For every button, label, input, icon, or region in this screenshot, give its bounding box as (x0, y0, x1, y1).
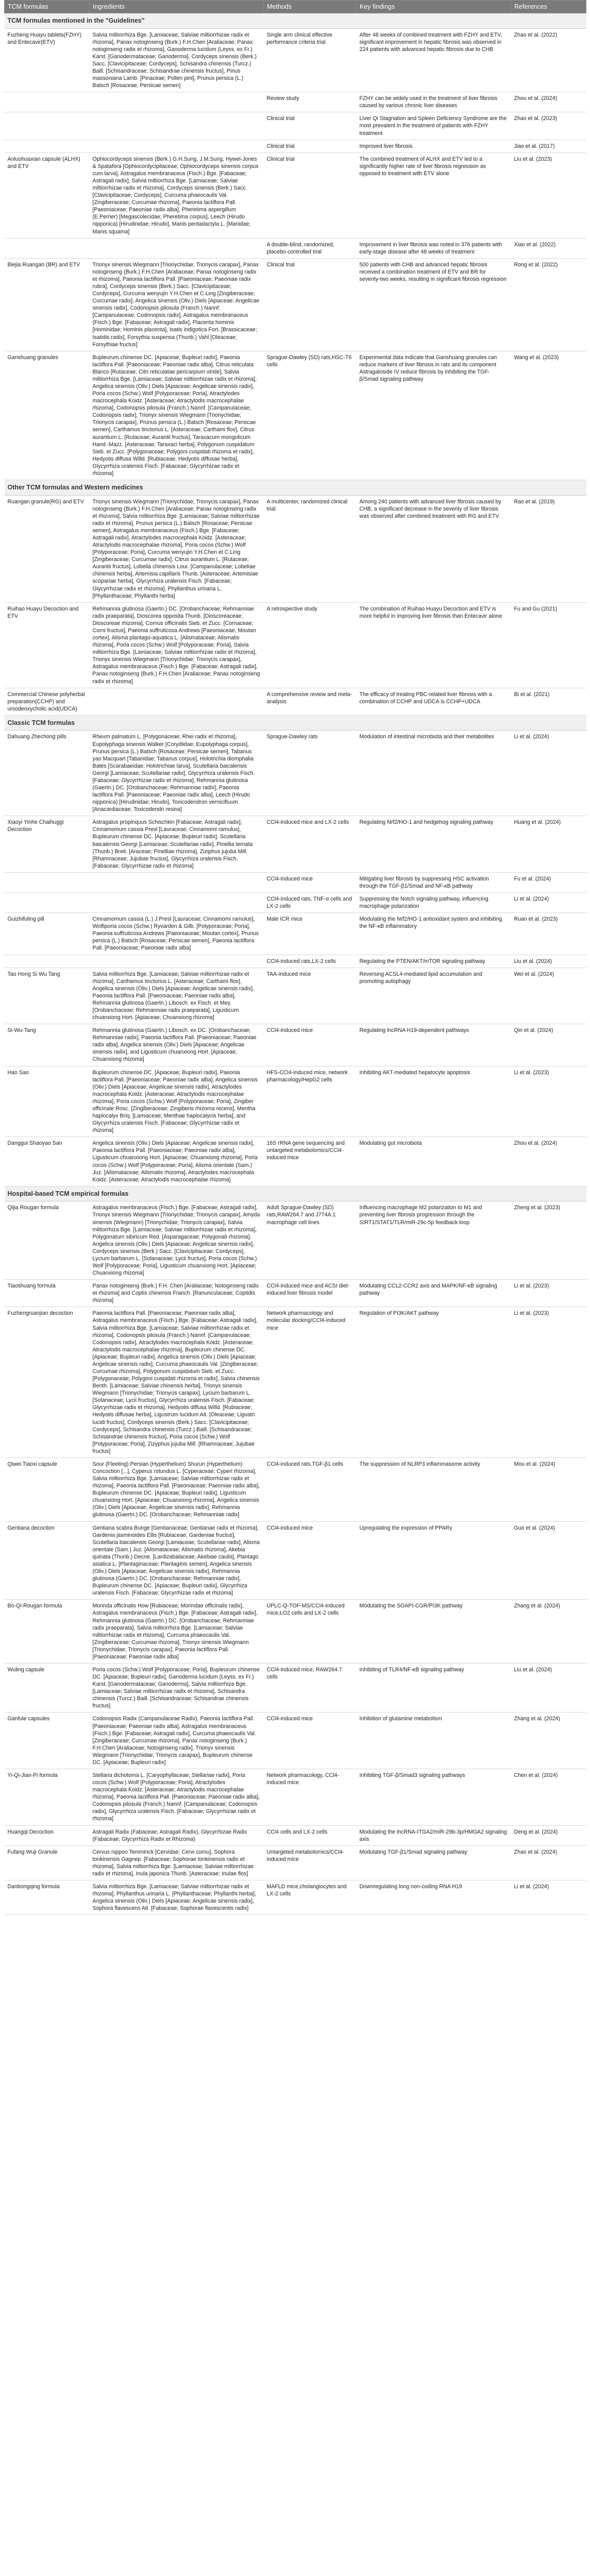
ingredients-cell: Rehmannia glutinosa (Gaertn.) DC. [Orobanchaceae; Rehmanniae radix praeparata], Dioscorea opposita Thunb. [Dioscoreaceae; Dioscoreae rhizoma], Cornus officinalis Sieb. et Zucc. [Cornaceae; Corni fructus], Paeonia suffruticosa Andrews [Paeoniaceae; Moutan cortex], Alisma plantago-aquatica L. [Alismataceae; Alismatis rhizoma], Poria cocos (Schw.) Wolf [Polyporaceae; Poria], Salvia miltiorrhiza Bge. [Lamiaceae; Salviae miltiorrhizae radix et rhizoma], Trionyx sinensis Wiegmann [Trionychidae; Trionycis carapax], Astragalus membranaceus (Fisch.) Bge. [Fabaceae; Astragali radix], Panax notoginseng (Burk.) F.H.Chen [Araliaceae; Panax notoginseng radix et rhizoma] (90, 602, 264, 688)
ingredients-cell: Sour (Fleeting) Persian (Hyperthelium) Shurun (Hyperthelium) Concoction [...], Cyperus rotundus L. [Cyperaceae; Cyperi rhizoma], Salvia miltiorrhiza Bge. [Lamiaceae; Salviae miltiorrhizae radix et rhizoma], Paeonia lactiflora Pall. [Paeoniaceae; Paeoniae radix alba], Bupleurum chinense DC. [Apiaceae; Bupleuri radix], Ligusticum chuanxiong Hort. [Apiaceae; Chuanxiong rhizoma], Angelica sinensis (Oliv.) Diels [Apiaceae; Angelicae sinensis radix], Rehmannia glutinosa (Gaertn.) DC. [Orobanchaceae; Rehmanniae radix] (90, 1458, 264, 1521)
reference-cell: Fu and Gu (2021) (511, 602, 586, 688)
ingredients-cell: Salvia miltiorrhiza Bge. [Lamiaceae; Salviae miltiorrhizae radix et rhizoma], Carthamus tinctorius L. [Asteraceae; Carthami flos], Angelica sinensis (Oliv.) Diels [Apiaceae; Angelicae sinensis radix], Paeonia lactiflora Pall. [Paeoniaceae; Paeoniae radix alba], Rehmannia glutinosa (Gaertn.) Libosch. ex Fisch. et Mey. [Orobanchaceae; Rehmanniae radix praeparata], Ligusticum chuanxiong Hort. [Apiaceae; Chuanxiong rhizoma] (90, 968, 264, 1024)
reference-cell: Rao et al. (2019) (511, 495, 586, 602)
methods-cell: Clinical trial (264, 152, 357, 238)
header-tcm-formulas: TCM formulas (5, 1, 90, 13)
formula-cell: Commercial Chinese polyherbal preparation(CCHP) and ursodeoxycholic acid(UDCA) (5, 688, 90, 715)
key-findings-cell: Downregulating long non-coding RNA H19 (357, 1880, 511, 1915)
methods-cell: TAA-induced mice (264, 968, 357, 1024)
section-header-row (5, 715, 586, 731)
ingredients-cell: Bupleurum chinense DC. [Apiaceae; Bupleuri radix], Paeonia lactiflora Pall. [Paeoniaceae; Paeoniae radix alba], Angelica sinensis (Oliv.) Diels [Apiaceae; Angelicae sinensis radix], Atractylodes macrocephala Koidz. [Asteraceae; Atractylodis macrocephalae rhizoma], Poria cocos (Schw.) Wolf [Polyporaceae; Poria], Zingiber officinale Rosc. [Zingiberaceae; Zingiberis rhizoma recens], Mentha haplocalyx Briq. [Lamiaceae; Menthae haplocalycis herba], and Glycyrrhiza uralensis Fisch. [Fabaceae; Glycyrrhizae radix et rhizoma] (90, 1066, 264, 1137)
key-findings-cell: Among 240 patients with advanced liver fibrosis caused by CHB, a significant decrease in the severity of liver fibrosis was observed after combined treatment with RG and ETV (357, 495, 511, 602)
header-key-findings: Key findings (357, 1, 511, 13)
formula-cell: Anluohuaxian capsule (ALHX) and ETV (5, 152, 90, 238)
formula-cell: Fuzhengruanjian decoction (5, 1307, 90, 1458)
reference-cell: Qin et al. (2024) (511, 1024, 586, 1066)
formula-cell: Huangqi Decoction (5, 1825, 90, 1845)
reference-cell: Zhang et al. (2024) (511, 1600, 586, 1664)
table-row (5, 258, 586, 351)
table-header (5, 1, 586, 13)
formula-cell: Fufang Wuji Granule (5, 1845, 90, 1880)
ingredients-cell: Gentiana scabra Bunge [Gentianaceae; Gentianae radix et rhizoma], Gardenia jasminoides Ellis [Rubiaceae; Gardeniae fructus], Scutellaria baicalensis Georgi [Lamiaceae; Scutellariae radix], Alisma orientale (Sam.) Juz. [Alismataceae; Alismatis rhizoma], Akebia quinata (Thunb.) Decne. [Lardizabalaceae; Akebiae caulis], Plantago asiatica L. [Plantaginaceae; Plantaginis semen], Angelica sinensis (Oliv.) Diels [Apiaceae; Angelicae sinensis radix], Rehmannia glutinosa (Gaertn.) DC. [Orobanchaceae; Rehmanniae radix], Bupleurum chinense DC. [Apiaceae; Bupleuri radix], Glycyrrhiza uralensis Fisch. [Fabaceae; Glycyrrhizae radix et rhizoma] (90, 1521, 264, 1600)
reference-cell: Xiao et al. (2022) (511, 238, 586, 258)
table-row (5, 1769, 586, 1825)
formula-cell: Yi-Qi-Jian-Pi formula (5, 1769, 90, 1825)
key-findings-cell: Regulating lncRNA H19-dependent pathways (357, 1024, 511, 1066)
reference-cell: Li et al. (2024) (511, 1880, 586, 1915)
ingredients-cell: Salvia miltiorrhiza Bge. [Lamiaceae; Salviae miltiorrhizae radix et rhizoma], Phyllanthus urinaria L. [Phyllanthaceae; Phyllanthi herba], Angelica sinensis (Oliv.) Diels [Apiaceae; Angelicae sinensis radix], Sophora flavescens Ait. [Fabaceae; Sophorae flavescentis radix] (90, 1880, 264, 1915)
methods-cell: Male ICR mice (264, 913, 357, 955)
key-findings-cell: After 48 weeks of combined treatment with FZHY and ETV, significant improvement in hepatic fibrosis was observed in 224 patients with advanced hepatic fibrosis due to CHB (357, 28, 511, 92)
reference-cell: Li et al. (2023) (511, 1066, 586, 1137)
formula-cell: Qijia Rougan formula (5, 1201, 90, 1280)
key-findings-cell: The combined treatment of ALHX and ETV led to a significantly higher rate of liver fibrosis regression as opposed to treatment with ETV alone (357, 152, 511, 238)
methods-cell: CCl4-induced mice and ACSI diet-induced liver fibrosis model (264, 1280, 357, 1307)
formula-cell (5, 955, 90, 968)
ingredients-cell: Salvia miltiorrhiza Bge. [Lamiaceae; Salviae miltiorrhizae radix et rhizoma], Panax notoginseng (Burk.) F.H.Chen [Araliaceae; Panax notoginseng radix et rhizoma], Ganoderma lucidum (Leyss. ex Fr.) Karst. [Ganodermataceae; Ganoderma], Cordyceps sinensis (Berk.) Sacc. [Clavicipitaceae; Cordyceps], Schisandra chinensis (Turcz.) Baill. [Schisandraceae; Schisandrae chinensis fructus], Pinus massoniana Lamb. [Pinaceae; Pollen pini], Prunus persica (L.) Batsch [Rosaceae; Persicae semen] (90, 28, 264, 92)
methods-cell: Sprague-Dawley rats (264, 731, 357, 816)
reference-cell: Deng et al. (2024) (511, 1825, 586, 1845)
formula-cell: Danggui Shaoyao San (5, 1137, 90, 1186)
methods-cell: MAFLD mice,cholangiocytes and LX-2 cells (264, 1880, 357, 1915)
key-findings-cell: Modulating the Nrf2/HO-1 antioxidant system and inhibiting the NF-κB inflammatory (357, 913, 511, 955)
ingredients-cell (90, 92, 264, 112)
ingredients-cell: Trionyx sinensis Wiegmann [Trionychidae; Trionycis carapax], Panax notoginseng (Burk.) F.H.Chen [Araliaceae; Panax notoginseng radix et rhizoma], Paeonia lactiflora Pall. [Paeoniaceae; Paeoniae radix rubra], Cordyceps sinensis (Berk.) Sacc. [Clavicipitaceae; Cordyceps], Curcuma wenyujin Y.H.Chen et C.Ling [Zingiberaceae; Curcumae radix], Angelica sinensis (Oliv.) Diels [Apiaceae; Angelicae sinensis radix], Codonopsis pilosula (Franch.) Nannf. [Campanulaceae; Codonopsis radix], Astragalus membranaceus (Fisch.) Bge. [Fabaceae; Astragali radix], Placenta hominis [Hominidae; Hominis placenta], Isatis indigotica Fort. [Brassicaceae; Isatidis radix], Forsythia suspensa (Thunb.) Vahl [Oleaceae; Forsythiae fructus] (90, 258, 264, 351)
methods-cell: Untargeted metabolomics/CCl4-induced mice (264, 1845, 357, 1880)
table-row (5, 112, 586, 140)
ingredients-cell: Angelica sinensis (Oliv.) Diels [Apiaceae; Angelicae sinensis radix], Paeonia lactiflora Pall. [Paeoniaceae; Paeoniae radix alba], Ligusticum chuanxiong Hort. [Apiaceae; Chuanxiong rhizoma], Poria cocos (Schw.) Wolf [Polyporaceae; Poria], Alisma orientale (Sam.) Juz. [Alismataceae; Alismatis rhizoma], Atractylodes macrocephala Koidz. [Asteraceae; Atractylodis macrocephalae rhizoma] (90, 1137, 264, 1186)
table-row (5, 872, 586, 892)
ingredients-cell (90, 688, 264, 715)
reference-cell: Zhou et al. (2024) (511, 92, 586, 112)
methods-cell: CCl4-induced mice (264, 1521, 357, 1600)
table-row (5, 1458, 586, 1521)
key-findings-cell: 500 patients with CHB and advanced hepatic fibrosis received a combination treatment of ETV and BR for seventy-two weeks, resulting in significant fibrosis regression (357, 258, 511, 351)
methods-cell: UPLC-Q-TOF-MS/CCl4-induced mice,LO2 cells and LX-2 cells (264, 1600, 357, 1664)
ingredients-cell: Poria cocos (Schw.) Wolf [Polyporaceae; Poria], Bupleurum chinense DC. [Apiaceae; Bupleuri radix], Ganoderma lucidum (Leyss. ex Fr.) Karst. [Ganodermataceae; Ganoderma], Salvia miltiorrhiza Bge. [Lamiaceae; Salviae miltiorrhizae radix et rhizoma], Schisandra chinensis (Turcz.) Baill. [Schisandraceae; Schisandrae chinensis fructus] (90, 1663, 264, 1712)
table-row (5, 913, 586, 955)
ingredients-cell (90, 112, 264, 140)
reference-cell: Chen et al. (2024) (511, 1769, 586, 1825)
table-row (5, 495, 586, 602)
key-findings-cell: Suppressing the Notch signaling pathway, influencing macrophage polarization (357, 893, 511, 913)
table-row (5, 152, 586, 238)
key-findings-cell: Influencing macrophage M2 polarization to M1 and preventing liver fibrosis progression through the SIRT1/STAT1/TLR/miR-29c-5p feedback loop (357, 1201, 511, 1280)
key-findings-cell: Reversing ACSL4-mediated lipid accumulation and promoting autophagy (357, 968, 511, 1024)
key-findings-cell: The efficacy of treating PBC-related liver fibrosis with a combination of CCHP and UDCA is CCHP+UDCA (357, 688, 511, 715)
ingredients-cell: Trionyx sinensis Wiegmann [Trionychidae; Trionycis carapax], Panax notoginseng (Burk.) F.H.Chen [Araliaceae; Panax notoginseng radix et rhizoma], Salvia miltiorrhiza Bge. [Lamiaceae; Salviae miltiorrhizae radix et rhizoma], Prunus persica (L.) Batsch [Rosaceae; Persicae semen], Astragalus membranaceus (Fisch.) Bge. [Fabaceae; Astragali radix], Atractylodes macrocephala Koidz. [Asteraceae; Atractylodis macrocephalae rhizoma], Poria cocos (Schw.) Wolf [Polyporaceae; Poria], Curcuma wenyujin Y.H.Chen et C.Ling [Zingiberaceae; Curcumae radix], Citrus aurantium L. [Rutaceae; Aurantii fructus], Lobelia chinensis Lour. [Campanulaceae; Lobeliae chinensis herba], Artemisia capillaris Thunb. [Asteraceae; Artemisiae scopariae herba], Glycyrrhiza uralensis Fisch. [Fabaceae; Glycyrrhizae radix et rhizoma], Phyllanthus urinaria L. [Phyllanthaceae; Phyllanthi herba] (90, 495, 264, 602)
methods-cell: CCl4-induced rats,TGF-β1 cells (264, 1458, 357, 1521)
methods-cell: CCl4 cells and LX-2 cells (264, 1825, 357, 1845)
table-row (5, 1024, 586, 1066)
formula-cell: Xiaoyi Yinhe Chaihuggi Decoction (5, 816, 90, 873)
table-row (5, 92, 586, 112)
section-title: Classic TCM formulas (5, 715, 586, 731)
ingredients-cell: Astragalus propinquus Schischkin [Fabaceae; Astragali radix], Cinnamomum cassia Presl [Lauraceae; Cinnamomi ramulus], Bupleurum chinense DC. [Apiaceae; Bupleuri radix], Scutellaria baicalensis Georgi [Lamiaceae; Scutellariae radix], Pinellia ternata (Thunb.) Breit. [Araceae; Pinelliae rhizoma], Ziziphus jujuba Mill. [Rhamnaceae; Jujubae fructus], Glycyrrhiza uralensis Fisch. [Fabaceae; Glycyrrhizae radix et rhizoma] (90, 816, 264, 873)
table-row (5, 1663, 586, 1712)
key-findings-cell: Regulating Nrf2/HO-1 and hedgehog signaling pathway (357, 816, 511, 873)
formula-cell (5, 112, 90, 140)
table-row (5, 1880, 586, 1915)
methods-cell: CCl4-induced mice and LX-2 cells (264, 816, 357, 873)
key-findings-cell: Inhibiting AKT-mediated hepatocyte apoptosis (357, 1066, 511, 1137)
reference-cell: Li et al. (2023) (511, 1307, 586, 1458)
methods-cell: Single arm clinical effective performance criteria trial (264, 28, 357, 92)
reference-cell: Guo et al. (2024) (511, 1521, 586, 1600)
reference-cell: Zhang et al. (2024) (511, 1713, 586, 1769)
reference-cell: Li et al. (2024) (511, 893, 586, 913)
formula-cell: Wuling capsule (5, 1663, 90, 1712)
reference-cell: Zhao et al. (2023) (511, 112, 586, 140)
reference-cell: Li et al. (2023) (511, 1280, 586, 1307)
table-row (5, 893, 586, 913)
section-title: TCM formulas mentioned in the "Guidelines" (5, 13, 586, 29)
table-row (5, 602, 586, 688)
ingredients-cell: Rheum palmatum L. [Polygonaceae; Rhei radix et rhizoma], Eupolyphaga sinensis Walker [Corydiidae; Eupolyphaga corpus], Prunus persica (L.) Batsch [Rosaceae; Persicae semen], Tabanus yao Macquart [Tabanidae; Tabanus corpus], Holotrichia diomphalia Bates [Scarabaeidae; Holotrichiae larva], Scutellaria baicalensis Georgi [Lamiaceae; Scutellariae radix], Glycyrrhiza uralensis Fisch. [Fabaceae; Glycyrrhizae radix et rhizoma], Rehmannia glutinosa (Gaertn.) DC. [Orobanchaceae; Rehmanniae radix], Paeonia lactiflora Pall. [Paeoniaceae; Paeoniae radix alba], Leech (Hirudo nipponica) [Hirudinidae; Hirudo], Toxicodendron vernicifluum [Anacardiaceae; Toxicodendri resina] (90, 731, 264, 816)
ingredients-cell: Cinnamomum cassia (L.) J.Presl [Lauraceae; Cinnamomi ramulus], Wolfiporia cocos (Schw.) Ryvarden & Gilb. [Polyporaceae; Poria], Paeonia suffruticosa Andrews [Paeoniaceae; Moutan cortex], Prunus persica (L.) Batsch [Rosaceae; Persicae semen], Paeonia lactiflora Pall. [Paeoniaceae; Paeoniae radix alba] (90, 913, 264, 955)
formula-cell: Fuzheng Huayu tablets(FZHY) and Entecavir(ETV) (5, 28, 90, 92)
reference-cell: Mou et al. (2024) (511, 1458, 586, 1521)
ingredients-cell: Ophiocordyceps sinensis (Berk.) G.H.Sung, J.M.Sung, Hywel-Jones & Spatafora [Ophiocordycipitaceae; Ophiocordyceps sinensis corpus cum larva], Astragalus membranaceus (Fisch.) Bge. [Fabaceae; Astragali radix], Salvia miltiorrhiza Bge. [Lamiaceae; Salviae miltiorrhizae radix et rhizoma], Cordyceps sinensis (Berk.) Sacc. [Clavicipitaceae; Cordyceps], Curcuma phaeocaulis Val. [Zingiberaceae; Curcumae rhizoma], Paeonia lactiflora Pall. [Paeoniaceae; Paeoniae radix alba], Pheretima aspergillum (E.Perrier) [Megascolecidae; Pheretima corpus], Leech (Hirudo nipponica) [Hirudinidae; Hirudo], Manis pentadactyla L. [Manidae; Manis squama] (90, 152, 264, 238)
table-row (5, 816, 586, 873)
reference-cell: Liu et al. (2024) (511, 1663, 586, 1712)
table-row (5, 1521, 586, 1600)
reference-cell: Liu et al. (2024) (511, 955, 586, 968)
ingredients-cell: Astragalus membranaceus (Fisch.) Bge. [Fabaceae; Astragali radix], Trionyx sinensis Wiegmann [Trionychidae; Trionycis carapax], Amyda sinensis (Wiegmann) [Trionychidae; Trionycis carapax], Salvia miltiorrhiza Bge. [Lamiaceae; Salviae miltiorrhizae radix et rhizoma], Polygonatum sibiricum Red. [Asparagaceae; Polygonati rhizoma], Angelica sinensis (Oliv.) Diels [Apiaceae; Angelicae sinensis radix], Cordyceps sinensis (Berk.) Sacc. [Clavicipitaceae; Cordyceps], Lycium barbarum L. [Solanaceae; Lycii fructus], Poria cocos (Schw.) Wolf [Polyporaceae; Poria], Ligusticum chuanxiong Hort. [Apiaceae; Chuanxiong rhizoma] (90, 1201, 264, 1280)
formula-cell: Ruihao Huayu Decoction and ETV (5, 602, 90, 688)
reference-cell: Liu et al. (2023) (511, 152, 586, 238)
formula-cell: Gentiana decoction (5, 1521, 90, 1600)
key-findings-cell: The suppression of NLRP3 inflammasome activity (357, 1458, 511, 1521)
methods-cell: A comprehensive review and meta-analysis (264, 688, 357, 715)
reference-cell: Zhao et al. (2022) (511, 28, 586, 92)
ingredients-cell (90, 955, 264, 968)
table-row (5, 968, 586, 1024)
methods-cell: CCl4-induced mice (264, 872, 357, 892)
reference-cell: Zhao et al. (2024) (511, 1845, 586, 1880)
methods-cell: CCl4-induced mice, RAW264.7 cells (264, 1663, 357, 1712)
table-row (5, 1066, 586, 1137)
key-findings-cell: FZHY can be widely used in the treatment of liver fibrosis caused by various chronic liver diseases (357, 92, 511, 112)
table-row (5, 1201, 586, 1280)
ingredients-cell (90, 872, 264, 892)
formula-cell: Qiwei Tiaoxi capsule (5, 1458, 90, 1521)
key-findings-cell: Modulating CCL2-CCR2 axis and MAPK/NF-κB signaling pathway (357, 1280, 511, 1307)
methods-cell: A multicenter, randomized clinical trial (264, 495, 357, 602)
header-references: References (511, 1, 586, 13)
formula-cell: Biejia Ruangan (BR) and ETV (5, 258, 90, 351)
methods-cell: CCl4-induced rats,LX-2 cells (264, 955, 357, 968)
formula-cell (5, 238, 90, 258)
table-row (5, 955, 586, 968)
table-row (5, 1845, 586, 1880)
methods-cell: A double-blind, randomized, placebo-controlled trial (264, 238, 357, 258)
table-row (5, 1307, 586, 1458)
methods-cell: HFS-CCl4-induced mice, network pharmacology/HepG2 cells (264, 1066, 357, 1137)
table-row (5, 688, 586, 715)
reference-cell: Fu et al. (2024) (511, 872, 586, 892)
header-ingredients: Ingredients (90, 1, 264, 13)
reference-cell: Wei et al. (2024) (511, 968, 586, 1024)
section-header-row (5, 480, 586, 496)
reference-cell: Bi et al. (2021) (511, 688, 586, 715)
table-row (5, 351, 586, 480)
methods-cell: Review study (264, 92, 357, 112)
table-row (5, 140, 586, 152)
methods-cell: A retrospective study (264, 602, 357, 688)
formula-cell (5, 893, 90, 913)
table-body (5, 13, 586, 1915)
key-findings-cell: Regulating the PTEN/AKT/mTOR signaling pathway (357, 955, 511, 968)
methods-cell: CCl4-induced rats, TNF-α cells and LX-2 cells (264, 893, 357, 913)
tcm-table-container (4, 0, 586, 1915)
section-title: Other TCM formulas and Western medicines (5, 480, 586, 496)
key-findings-cell: Modulating TGF-β1/Smad signaling pathway (357, 1845, 511, 1880)
key-findings-cell: Upregulating the expression of PPARγ (357, 1521, 511, 1600)
methods-cell: Network pharmacology, CCl4-induced mice (264, 1769, 357, 1825)
key-findings-cell: Modulation of intestinal microbiota and their metabolites (357, 731, 511, 816)
methods-cell: 16S rRNA gene sequencing and untargeted metabolomics/CCl4-induced mice (264, 1137, 357, 1186)
ingredients-cell: Morinda officinalis How [Rubiaceae; Morindae officinalis radix], Astragalus membranaceus (Fisch.) Bge. [Fabaceae; Astragali radix], Rehmannia glutinosa (Gaertn.) DC. [Orobanchaceae; Rehmanniae radix praeparata], Salvia miltiorrhiza Bge. [Lamiaceae; Salviae miltiorrhizae radix et rhizoma], Curcuma phaeocaulis Val. [Zingiberaceae; Curcumae rhizoma], Trionyx sinensis Wiegmann [Trionychidae; Trionycis carapax], Paeonia lactiflora Pall. [Paeoniaceae; Paeoniae radix alba] (90, 1600, 264, 1664)
key-findings-cell: Improved liver fibrosis (357, 140, 511, 152)
methods-cell: Network pharmacology and molecular docking/CCl4-induced mice (264, 1307, 357, 1458)
table-row (5, 731, 586, 816)
methods-cell: CCl4-induced mice (264, 1713, 357, 1769)
ingredients-cell: Stellaria dichotoma L. [Caryophyllaceae; Stellariae radix], Poria cocos (Schw.) Wolf [Polyporaceae; Poria], Atractylodes macrocephala Koidz. [Asteraceae; Atractylodis macrocephalae rhizoma], Paeonia lactiflora Pall. [Paeoniaceae; Paeoniae radix alba], Codonopsis pilosula (Franch.) Nannf. [Campanulaceae; Codonopsis radix], Glycyrrhiza uralensis Fisch. [Fabaceae; Glycyrrhizae radix et rhizoma] (90, 1769, 264, 1825)
reference-cell: Huang et al. (2024) (511, 816, 586, 873)
methods-cell: Clinical trial (264, 140, 357, 152)
section-header-row (5, 1186, 586, 1201)
key-findings-cell: Modulating gut microbiota (357, 1137, 511, 1186)
reference-cell: Jiao et al. (2017) (511, 140, 586, 152)
reference-cell: Ruan et al. (2023) (511, 913, 586, 955)
formula-cell: Bo-Qi-Rougan formula (5, 1600, 90, 1664)
formula-cell: Si-Wu-Tang (5, 1024, 90, 1066)
ingredients-cell: Codonopsis Radix (Campanulaceae Radix), Paeonia lactiflora Pall. [Paeoniaceae; Paeoniae radix alba], Astragalus membranaceus (Fisch.) Bge. [Fabaceae; Astragali radix], Curcuma phaeocaulis Val. [Zingiberaceae; Curcumae rhizoma], Panax notoginseng (Burk.) F.H.Chen [Araliaceae; Notoginseng radix], Trionyx sinensis Wiegmann [Trionychidae; Trionycis carapax], Bupleurum chinense DC. [Apiaceae; Bupleuri radix] (90, 1713, 264, 1769)
key-findings-cell: Improvement in liver fibrosis was noted in 376 patients with early-stage disease after 48 weeks of treatment (357, 238, 511, 258)
key-findings-cell: Experimental data indicate that Ganshuang granules can reduce markers of liver fibrosis in rats and its component Astragaloside IV reduce fibrosis by inhibiting the TGF-β/Smad signaling pathway (357, 351, 511, 480)
tcm-formulas-table (4, 0, 586, 1915)
methods-cell: Sprague-Dawley (SD) rats,HSC-T6 cells (264, 351, 357, 480)
table-row (5, 1600, 586, 1664)
formula-cell (5, 872, 90, 892)
ingredients-cell: Bupleurum chinense DC. [Apiaceae; Bupleuri radix], Paeonia lactiflora Pall. [Paeoniaceae; Paeoniae radix alba], Citrus reticulata Blanco [Rutaceae; Citri reticulatae pericarpium viride], Salvia miltiorrhiza Bge. [Lamiaceae; Salviae miltiorrhizae radix et rhizoma], Angelica sinensis (Oliv.) Diels [Apiaceae; Angelicae sinensis radix], Poria cocos (Schw.) Wolf [Polyporaceae; Poria], Atractylodes macrocephala Koidz. [Asteraceae; Atractylodis macrocephalae rhizoma], Codonopsis pilosula (Franch.) Nannf. [Campanulaceae; Codonopsis radix], Trionyx sinensis Wiegmann [Trionychidae; Trionycis carapax], Prunus persica (L.) Batsch [Rosaceae; Persicae semen], Carthamus tinctorius L. [Asteraceae; Carthami flos], Citrus aurantium L. [Rutaceae; Aurantii fructus], Taraxacum mongolicum Hand.-Mazz. [Asteraceae; Taraxaci herba], Polygonum cuspidatum Sieb. et Zucc. [Polygonaceae; Polygoni cuspidati rhizoma et radix], Hedyotis diffusa Willd. [Rubiaceae; Hedyotis diffusae herba], Glycyrrhiza uralensis Fisch. [Fabaceae; Glycyrrhizae radix et rhizoma] (90, 351, 264, 480)
table-row (5, 1280, 586, 1307)
section-header-row (5, 13, 586, 29)
key-findings-cell: Mitigating liver fibrosis by suppressing HSC activation through the TGF-β1/Smad and NF-κB pathway (357, 872, 511, 892)
formula-cell: Tiaoshuang formula (5, 1280, 90, 1307)
ingredients-cell: Rehmannia glutinosa (Gaertn.) Libosch. ex DC. [Orobanchaceae; Rehmanniae radix], Paeonia lactiflora Pall. [Paeoniaceae; Paeoniae radix alba], Angelica sinensis (Oliv.) Diels [Apiaceae; Angelicae sinensis radix], and Ligusticum chuanxiong Hort. [Apiaceae; Chuanxiong rhizoma] (90, 1024, 264, 1066)
formula-cell: Ganshuang granules (5, 351, 90, 480)
formula-cell: Danbongqing formula (5, 1880, 90, 1915)
formula-cell: Tao Hong Si Wu Tang (5, 968, 90, 1024)
table-row (5, 1713, 586, 1769)
ingredients-cell: Astragali Radix (Fabaceae; Astragali Radix), Glycyrrhizae Radix (Fabaceae; Glycyrrhiza Radix et Rhizoma) (90, 1825, 264, 1845)
ingredients-cell: Paeonia lactiflora Pall. [Paeoniaceae; Paeoniae radix alba], Astragalus membranaceus (Fisch.) Bge. [Fabaceae; Astragali radix], Salvia miltiorrhiza Bge. [Lamiaceae; Salviae miltiorrhizae radix et rhizoma], Codonopsis pilosula (Franch.) Nannf. [Campanulaceae; Codonopsis radix], Atractylodes macrocephala Koidz. [Asteraceae; Atractylodis macrocephalae rhizoma], Bupleurum chinense DC. [Apiaceae; Bupleuri radix], Angelica sinensis (Oliv.) Diels [Apiaceae; Angelicae sinensis radix], Curcuma phaeocaulis Val. [Zingiberaceae; Curcumae rhizoma], Polygonum cuspidatum Sieb. et Zucc. [Polygonaceae; Polygoni cuspidati rhizoma et radix], Salvia chinensis Benth. [Lamiaceae; Salviae chinensis herba], Trionyx sinensis Wiegmann [Trionychidae; Trionycis carapax], Lycium barbarum L. [Solanaceae; Lycii fructus], Glycyrrhiza uralensis Fisch. [Fabaceae; Glycyrrhizae radix et rhizoma], Hedyotis diffusa Willd. [Rubiaceae; Hedyotis diffusae herba], Ligustrum lucidum Ait. [Oleaceae; Ligustri lucidi fructus], Cordyceps sinensis (Berk.) Sacc. [Clavicipitaceae; Cordyceps], Schisandra chinensis (Turcz.) Baill. [Schisandraceae; Schisandrae chinensis fructus], Poria cocos (Schw.) Wolf [Polyporaceae; Poria], Zizyphus jujuba Mill. [Rhamnaceae; Jujubae fructus] (90, 1307, 264, 1458)
formula-cell: Ruangan granule(RG) and ETV (5, 495, 90, 602)
methods-cell: CCl4-induced mice (264, 1024, 357, 1066)
reference-cell: Wang et al. (2023) (511, 351, 586, 480)
methods-cell: Clinical trial (264, 112, 357, 140)
key-findings-cell: Modulating the lncRNA-ITGA2/miR-29b-3p/HMGA2 signaling axis (357, 1825, 511, 1845)
key-findings-cell: Liver Qi Stagnation and Spleen Deficiency Syndrome are the most prevalent in the treatment of patients with FZHY treatment (357, 112, 511, 140)
reference-cell: Li et al. (2024) (511, 731, 586, 816)
formula-cell (5, 92, 90, 112)
key-findings-cell: Inhibition of glutamine metabolism (357, 1713, 511, 1769)
key-findings-cell: Inhibiting TGF-β/Smad3 signaling pathways (357, 1769, 511, 1825)
reference-cell: Rong et al. (2022) (511, 258, 586, 351)
key-findings-cell: Regulation of PI3K/AKT pathway (357, 1307, 511, 1458)
key-findings-cell: Inhibiting of TLR4/NF-κB signaling pathway (357, 1663, 511, 1712)
table-row (5, 1137, 586, 1186)
table-row (5, 1825, 586, 1845)
header-row (5, 1, 586, 13)
header-methods: Methods (264, 1, 357, 13)
ingredients-cell (90, 140, 264, 152)
ingredients-cell: Panax notoginseng (Burk.) F.H. Chen [Araliaceae; Notoginseng radix et rhizoma] and Coptis chinensis Franch. [Ranunculaceae; Coptidis rhizoma] (90, 1280, 264, 1307)
methods-cell: Adult Sprague-Dawley (SD) rats,RAW264.7 and J774A.1 macrophage cell lines (264, 1201, 357, 1280)
formula-cell: Guizhifuling pill (5, 913, 90, 955)
formula-cell: Ganfule capsules (5, 1713, 90, 1769)
table-row (5, 28, 586, 92)
methods-cell: Clinical trial (264, 258, 357, 351)
section-title: Hospital-based TCM empirical formulas (5, 1186, 586, 1201)
formula-cell (5, 140, 90, 152)
formula-cell: Hao Sao (5, 1066, 90, 1137)
key-findings-cell: The combination of Ruihao Huayu Decoction and ETV is more helpful in improving liver fibrosis than Entecavir alone (357, 602, 511, 688)
table-row (5, 238, 586, 258)
ingredients-cell (90, 893, 264, 913)
reference-cell: Zhou et al. (2024) (511, 1137, 586, 1186)
ingredients-cell: Cervus nippon Temminck [Cervidae; Cervi cornu], Sophora tonkinensis Gagnep. [Fabaceae; Sophorae tonkinensis radix et rhizoma], Salvia miltiorrhiza Bge. [Lamiaceae; Salviae miltiorrhizae radix et rhizoma], Inula japonica Thunb. [Asteraceae; Inulae flos] (90, 1845, 264, 1880)
reference-cell: Zheng et al. (2023) (511, 1201, 586, 1280)
formula-cell: Dahuang Zhechong pills (5, 731, 90, 816)
ingredients-cell (90, 238, 264, 258)
key-findings-cell: Modulating the SOAPI-CGR/PI3K pathway (357, 1600, 511, 1664)
